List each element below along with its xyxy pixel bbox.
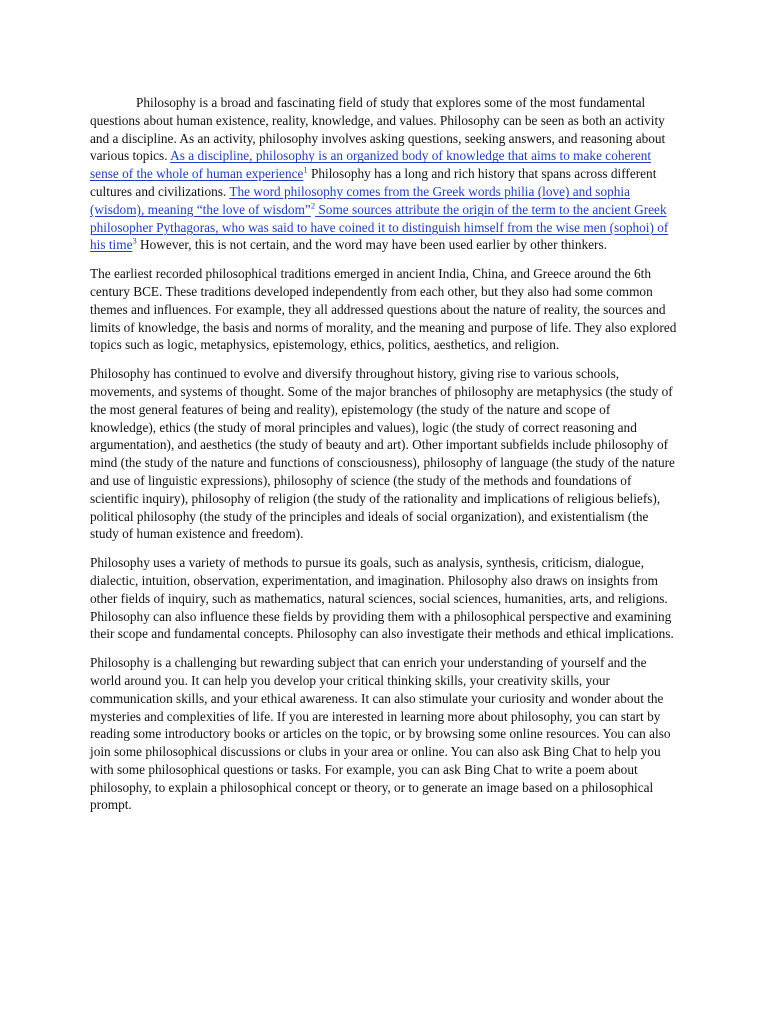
paragraph-intro (90, 94, 678, 254)
paragraph-conclusion (90, 654, 678, 814)
paragraph-text: Philosophy uses a variety of methods to pursue its goals, such as analysis, synthesis, criticism, dialogue, dialectic, intuition, observation, experimentation, and imagination. Philosophy also draws on insights from other fields of inquiry, such as mathematics, natural sciences, social sciences, humanities, arts, and religions. Philosophy can also influence these fields by providing them with a philosophical perspective and examining their scope and fundamental concepts. Philosophy can also investigate their methods and ethical implications. (90, 555, 674, 642)
paragraph-text: Philosophy has a long and rich history that spans across different cultures and civilizations. (90, 166, 657, 199)
footnote-marker[interactable]: 3 (132, 235, 137, 246)
paragraph-text: The earliest recorded philosophical traditions emerged in ancient India, China, and Greece around the 6th century BCE. These traditions developed independently from each other, but they also had some common themes and influences. For example, they all addressed questions about the nature of reality, the sources and limits of knowledge, the basis and norms of morality, and the meaning and purpose of life. They also explored topics such as logic, metaphysics, epistemology, ethics, politics, aesthetics, and religion. (90, 266, 677, 353)
citation-link-discipline[interactable]: As a discipline, philosophy is an organized body of knowledge that aims to make coherent sense of the whole of human experience (90, 148, 652, 182)
citation-link-pythagoras[interactable]: Some sources attribute the origin of the term to the ancient Greek philosopher Pythagoras, who was said to have coined it to distinguish himself from the wise men (sophoi) of his time (90, 201, 669, 253)
paragraph-text: Philosophy has continued to evolve and diversify throughout history, giving rise to various schools, movements, and systems of thought. Some of the major branches of philosophy are metaphysics (the study of the most general features of being and reality), epistemology (the study of the nature and scope of knowledge), ethics (the study of moral principles and values), logic (the study of correct reasoning and argumentation), and aesthetics (the study of beauty and art). Other important subfields include philosophy of mind (the study of the nature and functions of consciousness), philosophy of language (the study of the nature and use of linguistic expressions), philosophy of science (the study of the methods and foundations of scientific inquiry), philosophy of religion (the study of the rationality and implications of religious beliefs), political philosophy (the study of the principles and ideals of social organization), and existentialism (the study of human existence and freedom). (90, 366, 675, 542)
footnote-marker[interactable]: 2 (310, 200, 316, 211)
citation-link-etymology[interactable]: The word philosophy comes from the Greek words philia (love) and sophia (wisdom), meaning “the love of wisdom” (90, 183, 631, 217)
paragraph-text: Philosophy is a broad and fascinating field of study that explores some of the most fundamental questions about human existence, reality, knowledge, and values. Philosophy can be seen as both an activity and a discipline. As an activity, philosophy involves asking questions, seeking answers, and reasoning about various topics. (90, 95, 666, 164)
document-body (90, 94, 678, 825)
paragraph-branches (90, 365, 678, 543)
paragraph-text: Philosophy is a challenging but rewarding subject that can enrich your understanding of yourself and the world around you. It can help you develop your critical thinking skills, your creativity skills, your communication skills, and your ethical awareness. It can also stimulate your curiosity and wonder about the mysteries and complexities of life. If you are interested in learning more about philosophy, you can start by reading some introductory books or articles on the topic, or by browsing some online resources. You can also join some philosophical discussions or clubs in your area or online. You can also ask Bing Chat to help you with some philosophical questions or tasks. For example, you can ask Bing Chat to write a poem about philosophy, to explain a philosophical concept or theory, or to generate an image based on a philosophical prompt. (90, 655, 671, 813)
paragraph-text: However, this is not certain, and the word may have been used earlier by other thinkers. (136, 237, 607, 253)
footnote-marker[interactable]: 1 (303, 164, 308, 175)
paragraph-traditions (90, 265, 678, 354)
paragraph-methods (90, 554, 678, 643)
